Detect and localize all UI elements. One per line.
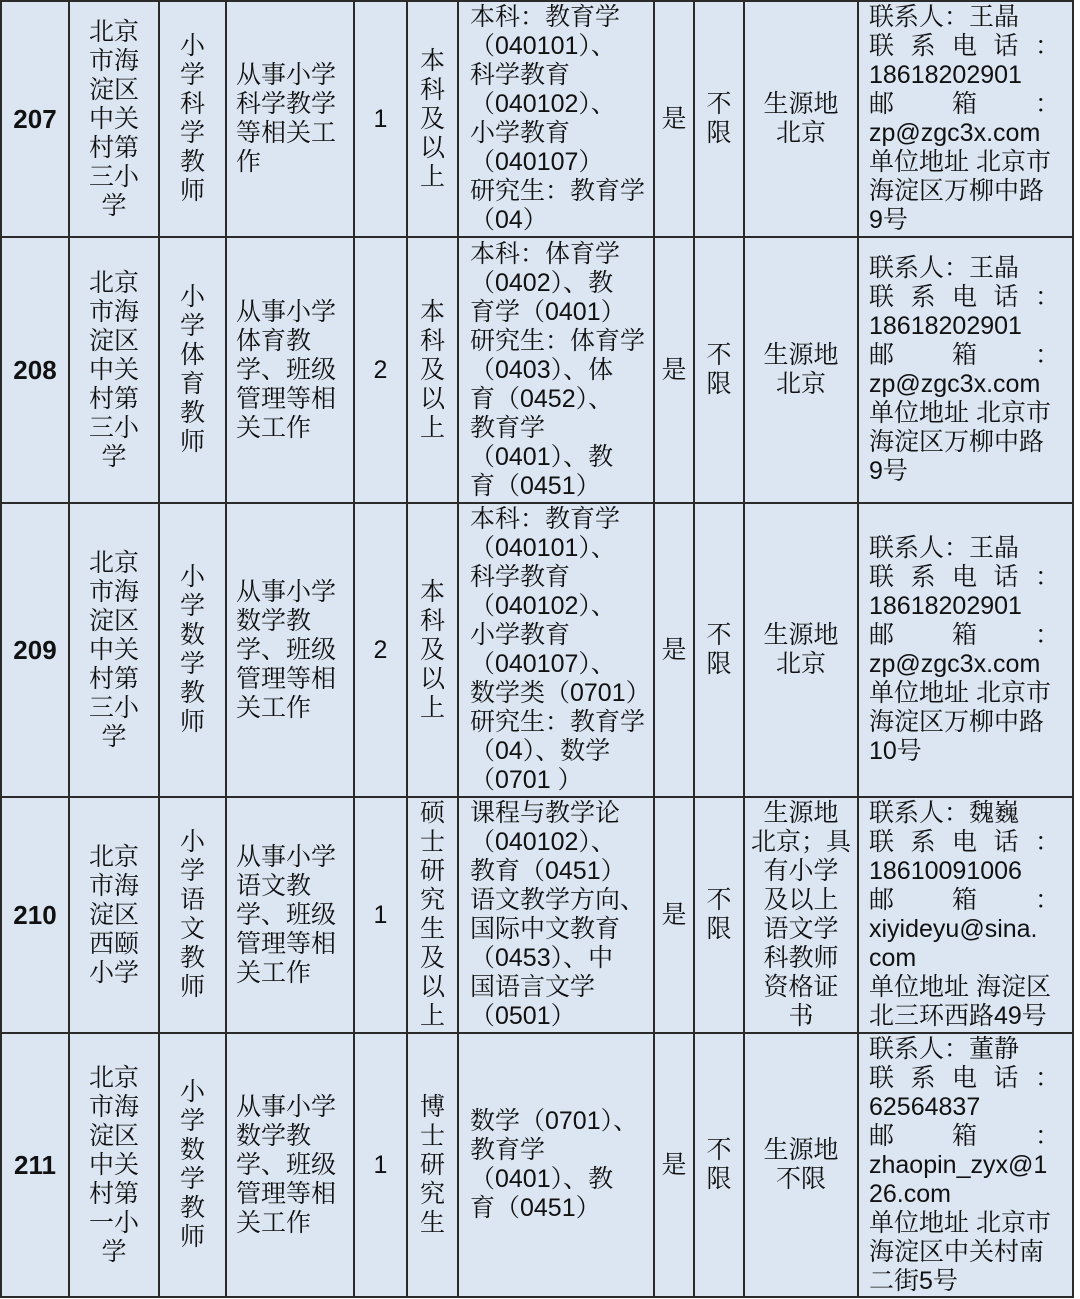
unit-cell bbox=[69, 237, 159, 503]
unit-cell bbox=[69, 797, 159, 1033]
flag-cell: 是 bbox=[654, 237, 694, 503]
education-level: 本科及以上 bbox=[419, 577, 445, 722]
position-cell bbox=[159, 237, 226, 503]
education-cell bbox=[407, 1033, 458, 1297]
contact-address: 9号 bbox=[869, 206, 908, 234]
source-cell: 生源地 北京；具 有小学 及以上 语文学 科教师 资格证 书 bbox=[744, 797, 858, 1033]
unit-name: 北京市海淀区中关村第三小学 bbox=[88, 268, 139, 471]
table-row bbox=[1, 797, 1073, 1033]
position-name: 小学数学教师 bbox=[179, 563, 205, 736]
table-row bbox=[1, 1, 1073, 237]
row-number: 210 bbox=[1, 797, 69, 1033]
row-number: 211 bbox=[1, 1033, 69, 1297]
contact-address: 单位地址 北京市 bbox=[869, 399, 1051, 427]
contact-email: xiyideyu@sina. bbox=[869, 915, 1038, 943]
education-level: 硕士研究生及以上 bbox=[419, 799, 445, 1030]
contact-cell bbox=[858, 1, 1073, 237]
contact-phone: 18618202901 bbox=[869, 61, 1022, 89]
limit-value: 不限 bbox=[706, 90, 732, 147]
contact-phone: 18618202901 bbox=[869, 312, 1022, 340]
flag-cell: 是 bbox=[654, 1033, 694, 1297]
limit-value: 不限 bbox=[706, 1136, 732, 1193]
contact-email-label: 邮箱： bbox=[869, 886, 1060, 914]
contact-email: zhaopin_zyx@1 bbox=[869, 1150, 1048, 1179]
limit-value: 不限 bbox=[706, 621, 732, 678]
contact-phone-label: 联系电话： bbox=[869, 283, 1060, 311]
contact-address: 北三环西路49号 bbox=[869, 1002, 1047, 1030]
position-cell bbox=[159, 503, 226, 797]
contact-phone: 62564837 bbox=[869, 1092, 981, 1121]
contact-email-label: 邮箱： bbox=[869, 621, 1060, 649]
headcount-cell: 2 bbox=[354, 503, 407, 797]
source-cell: 生源地 北京 bbox=[744, 237, 858, 503]
flag-cell: 是 bbox=[654, 1, 694, 237]
contact-cell bbox=[858, 503, 1073, 797]
contact-cell bbox=[858, 797, 1073, 1033]
limit-cell bbox=[694, 237, 744, 503]
contact-address: 二街5号 bbox=[869, 1266, 958, 1295]
row-number: 208 bbox=[1, 237, 69, 503]
source-cell: 生源地 北京 bbox=[744, 1, 858, 237]
contact-email: zp@zgc3x.com bbox=[869, 650, 1041, 678]
contact-phone-label: 联系电话： bbox=[869, 1063, 1060, 1092]
major-cell: 本科：教育学 （040101）、 科学教育 （040102）、 小学教育 （040107）、 数学类（0701） 研究生：教育学 （04）、数学 （0701 ） bbox=[458, 503, 654, 797]
unit-cell bbox=[69, 1033, 159, 1297]
education-level: 博士研究生 bbox=[419, 1092, 445, 1237]
unit-name: 北京市海淀区中关村第三小学 bbox=[88, 17, 139, 220]
contact-person: 联系人：董静 bbox=[869, 1034, 1020, 1063]
duty-cell: 从事小学 语文教 学、班级 管理等相 关工作 bbox=[226, 797, 354, 1033]
duty-cell: 从事小学 数学教 学、班级 管理等相 关工作 bbox=[226, 1033, 354, 1297]
table-row bbox=[1, 503, 1073, 797]
position-cell bbox=[159, 1033, 226, 1297]
education-cell bbox=[407, 1, 458, 237]
contact-email: 26.com bbox=[869, 1179, 951, 1208]
contact-address: 单位地址 北京市 bbox=[869, 1208, 1051, 1237]
contact-person: 联系人：王晶 bbox=[869, 3, 1020, 31]
limit-value: 不限 bbox=[706, 341, 732, 398]
position-name: 小学语文教师 bbox=[179, 828, 205, 1001]
flag-cell: 是 bbox=[654, 797, 694, 1033]
contact-address: 海淀区万柳中路 bbox=[869, 428, 1045, 456]
position-cell bbox=[159, 797, 226, 1033]
contact-person: 联系人：王晶 bbox=[869, 254, 1020, 282]
headcount-cell: 2 bbox=[354, 237, 407, 503]
contact-address: 单位地址 北京市 bbox=[869, 148, 1051, 176]
limit-cell bbox=[694, 503, 744, 797]
position-cell bbox=[159, 1, 226, 237]
education-cell bbox=[407, 797, 458, 1033]
major-cell: 课程与教学论 （040102）、 教育（0451） 语文教学方向、 国际中文教育 （0453）、中 国语言文学 （0501） bbox=[458, 797, 654, 1033]
education-level: 本科及以上 bbox=[419, 297, 445, 442]
row-number: 207 bbox=[1, 1, 69, 237]
contact-address: 9号 bbox=[869, 457, 908, 485]
position-name: 小学体育教师 bbox=[179, 283, 205, 456]
contact-cell bbox=[858, 237, 1073, 503]
limit-cell bbox=[694, 1033, 744, 1297]
contact-person: 联系人：魏巍 bbox=[869, 799, 1020, 827]
major-cell: 本科：教育学 （040101）、 科学教育 （040102）、 小学教育 （040107） 研究生：教育学 （04） bbox=[458, 1, 654, 237]
table-row bbox=[1, 237, 1073, 503]
contact-address: 单位地址 海淀区 bbox=[869, 973, 1051, 1001]
unit-name: 北京市海淀区中关村第三小学 bbox=[88, 548, 139, 751]
source-cell: 生源地 不限 bbox=[744, 1033, 858, 1297]
unit-name: 北京市海淀区西颐小学 bbox=[88, 842, 139, 987]
duty-cell: 从事小学 数学教 学、班级 管理等相 关工作 bbox=[226, 503, 354, 797]
contact-phone-label: 联系电话： bbox=[869, 563, 1060, 591]
education-cell bbox=[407, 503, 458, 797]
major-cell: 本科：体育学 （0402）、教 育学（0401） 研究生：体育学 （0403）、体 育（0452）、 教育学 （0401）、教 育（0451） bbox=[458, 237, 654, 503]
duty-cell: 从事小学 科学教学 等相关工 作 bbox=[226, 1, 354, 237]
contact-phone-label: 联系电话： bbox=[869, 32, 1060, 60]
contact-address: 海淀区中关村南 bbox=[869, 1237, 1045, 1266]
duty-cell: 从事小学 体育教 学、班级 管理等相 关工作 bbox=[226, 237, 354, 503]
contact-email-label: 邮箱： bbox=[869, 341, 1060, 369]
limit-cell bbox=[694, 1, 744, 237]
contact-email-label: 邮箱： bbox=[869, 1121, 1060, 1150]
contact-address: 海淀区万柳中路 bbox=[869, 708, 1045, 736]
headcount-cell: 1 bbox=[354, 1033, 407, 1297]
unit-cell bbox=[69, 503, 159, 797]
contact-address: 10号 bbox=[869, 737, 922, 765]
contact-phone-label: 联系电话： bbox=[869, 828, 1060, 856]
contact-phone: 18610091006 bbox=[869, 857, 1022, 885]
flag-cell: 是 bbox=[654, 503, 694, 797]
source-cell: 生源地 北京 bbox=[744, 503, 858, 797]
contact-email: zp@zgc3x.com bbox=[869, 119, 1041, 147]
row-number: 209 bbox=[1, 503, 69, 797]
contact-cell bbox=[858, 1033, 1073, 1297]
contact-email: zp@zgc3x.com bbox=[869, 370, 1041, 398]
headcount-cell: 1 bbox=[354, 1, 407, 237]
limit-value: 不限 bbox=[706, 886, 732, 943]
education-cell bbox=[407, 237, 458, 503]
contact-address: 单位地址 北京市 bbox=[869, 679, 1051, 707]
unit-name: 北京市海淀区中关村第一小学 bbox=[88, 1063, 139, 1266]
limit-cell bbox=[694, 797, 744, 1033]
position-name: 小学数学教师 bbox=[179, 1078, 205, 1251]
contact-email: com bbox=[869, 944, 917, 972]
position-name: 小学科学教师 bbox=[179, 32, 205, 205]
headcount-cell: 1 bbox=[354, 797, 407, 1033]
contact-email-label: 邮箱： bbox=[869, 90, 1060, 118]
education-level: 本科及以上 bbox=[419, 46, 445, 191]
contact-address: 海淀区万柳中路 bbox=[869, 177, 1045, 205]
unit-cell bbox=[69, 1, 159, 237]
table-row bbox=[1, 1033, 1073, 1297]
contact-phone: 18618202901 bbox=[869, 592, 1022, 620]
major-cell: 数学（0701）、 教育学 （0401）、教 育（0451） bbox=[458, 1033, 654, 1297]
contact-person: 联系人：王晶 bbox=[869, 534, 1020, 562]
